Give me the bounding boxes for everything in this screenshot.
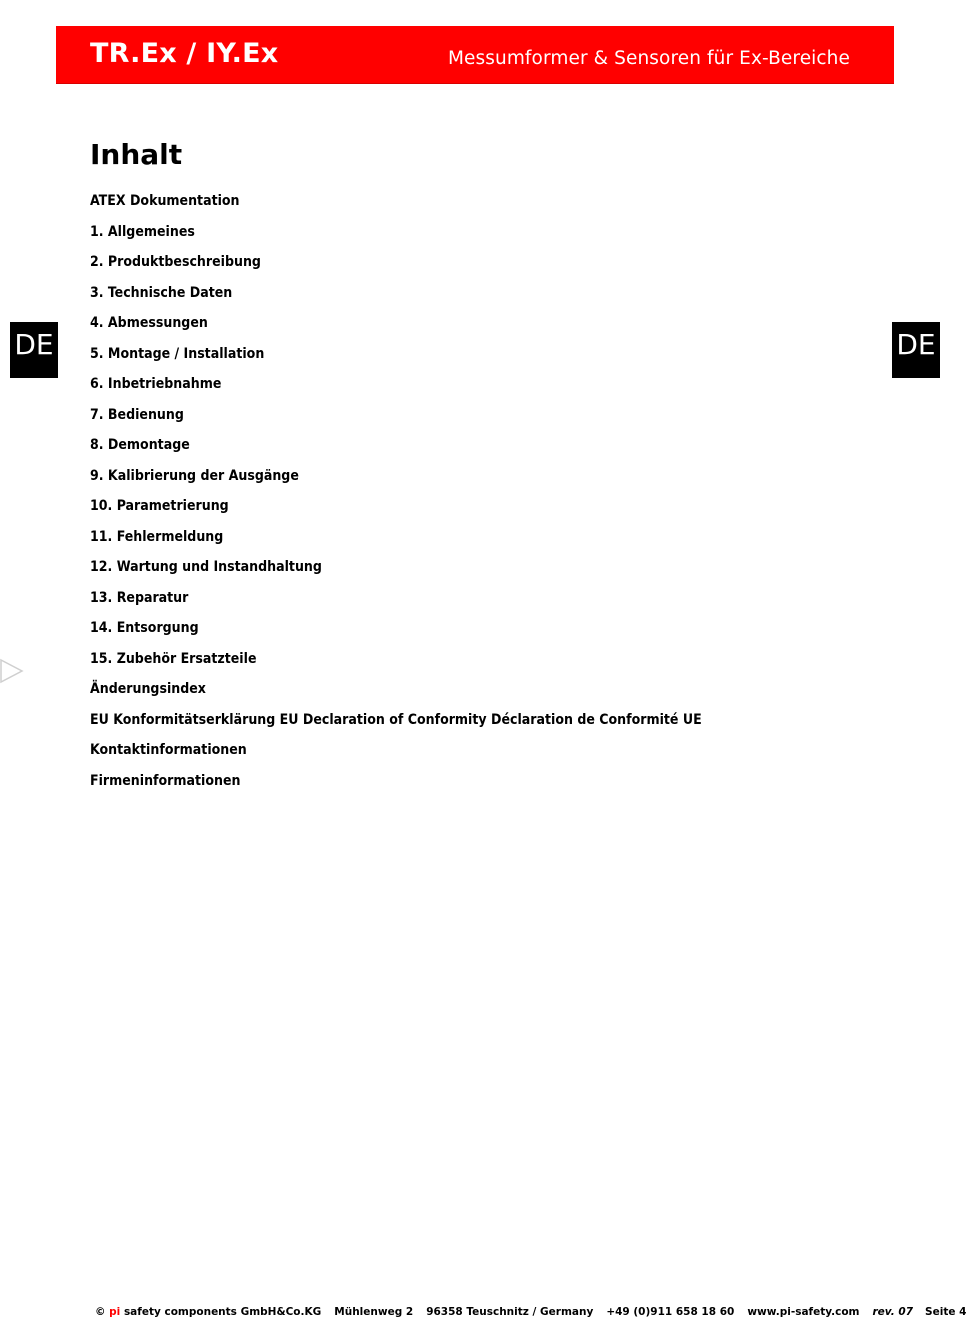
toc-item[interactable]: 12. Wartung und Instandhaltung bbox=[90, 559, 322, 575]
toc-item[interactable]: Firmeninformationen bbox=[90, 772, 241, 789]
toc-item[interactable]: 6. Inbetriebnahme bbox=[90, 376, 222, 392]
toc-item[interactable]: 8. Demontage bbox=[90, 437, 190, 453]
toc-item[interactable]: EU Konformitätserklärung EU Declaration of Conformity Déclaration de Conformité UE bbox=[90, 711, 702, 728]
triangle-outline-icon bbox=[0, 658, 26, 684]
revision-label: rev. 07 bbox=[872, 1306, 914, 1318]
toc-item[interactable]: 1. Allgemeines bbox=[90, 223, 195, 240]
toc-item[interactable]: 3. Technische Daten bbox=[90, 284, 233, 301]
page-title: Inhalt bbox=[90, 138, 183, 171]
page-footer bbox=[95, 1306, 966, 1318]
toc-item[interactable]: Kontaktinformationen bbox=[90, 742, 247, 758]
city-address: 96358 Teuschnitz / Germany bbox=[426, 1306, 594, 1318]
toc-item[interactable]: 13. Reparatur bbox=[90, 589, 189, 606]
page-number: Seite 4 bbox=[925, 1306, 966, 1318]
street-address: Mühlenweg 2 bbox=[334, 1306, 414, 1318]
website-link[interactable]: www.pi-safety.com bbox=[747, 1306, 860, 1318]
company-name: safety components GmbH&Co.KG bbox=[123, 1306, 322, 1318]
page-header bbox=[56, 26, 894, 83]
language-tab-left[interactable]: DE bbox=[10, 322, 58, 378]
table-of-contents bbox=[90, 191, 702, 801]
toc-item[interactable]: 15. Zubehör Ersatzteile bbox=[90, 650, 257, 667]
toc-item[interactable]: ATEX Dokumentation bbox=[90, 193, 240, 209]
phone-number: +49 (0)911 658 18 60 bbox=[606, 1306, 735, 1318]
toc-item[interactable]: 7. Bedienung bbox=[90, 406, 184, 423]
toc-item[interactable]: Änderungsindex bbox=[90, 681, 206, 697]
toc-item[interactable]: 11. Fehlermeldung bbox=[90, 528, 224, 545]
brand-pi: pi bbox=[109, 1306, 121, 1318]
toc-item[interactable]: 4. Abmessungen bbox=[90, 315, 208, 331]
toc-item[interactable]: 10. Parametrierung bbox=[90, 498, 229, 514]
copyright-symbol: © bbox=[95, 1306, 106, 1318]
toc-item[interactable]: 2. Produktbeschreibung bbox=[90, 254, 261, 270]
toc-item[interactable]: 5. Montage / Installation bbox=[90, 345, 265, 362]
toc-item[interactable]: 14. Entsorgung bbox=[90, 620, 199, 636]
toc-item[interactable]: 9. Kalibrierung der Ausgänge bbox=[90, 467, 299, 484]
language-tab-right[interactable]: DE bbox=[892, 322, 940, 378]
header-subtitle: Messumformer & Sensoren für Ex-Bereiche bbox=[447, 48, 850, 69]
product-title: TR.Ex / IY.Ex bbox=[90, 38, 279, 69]
